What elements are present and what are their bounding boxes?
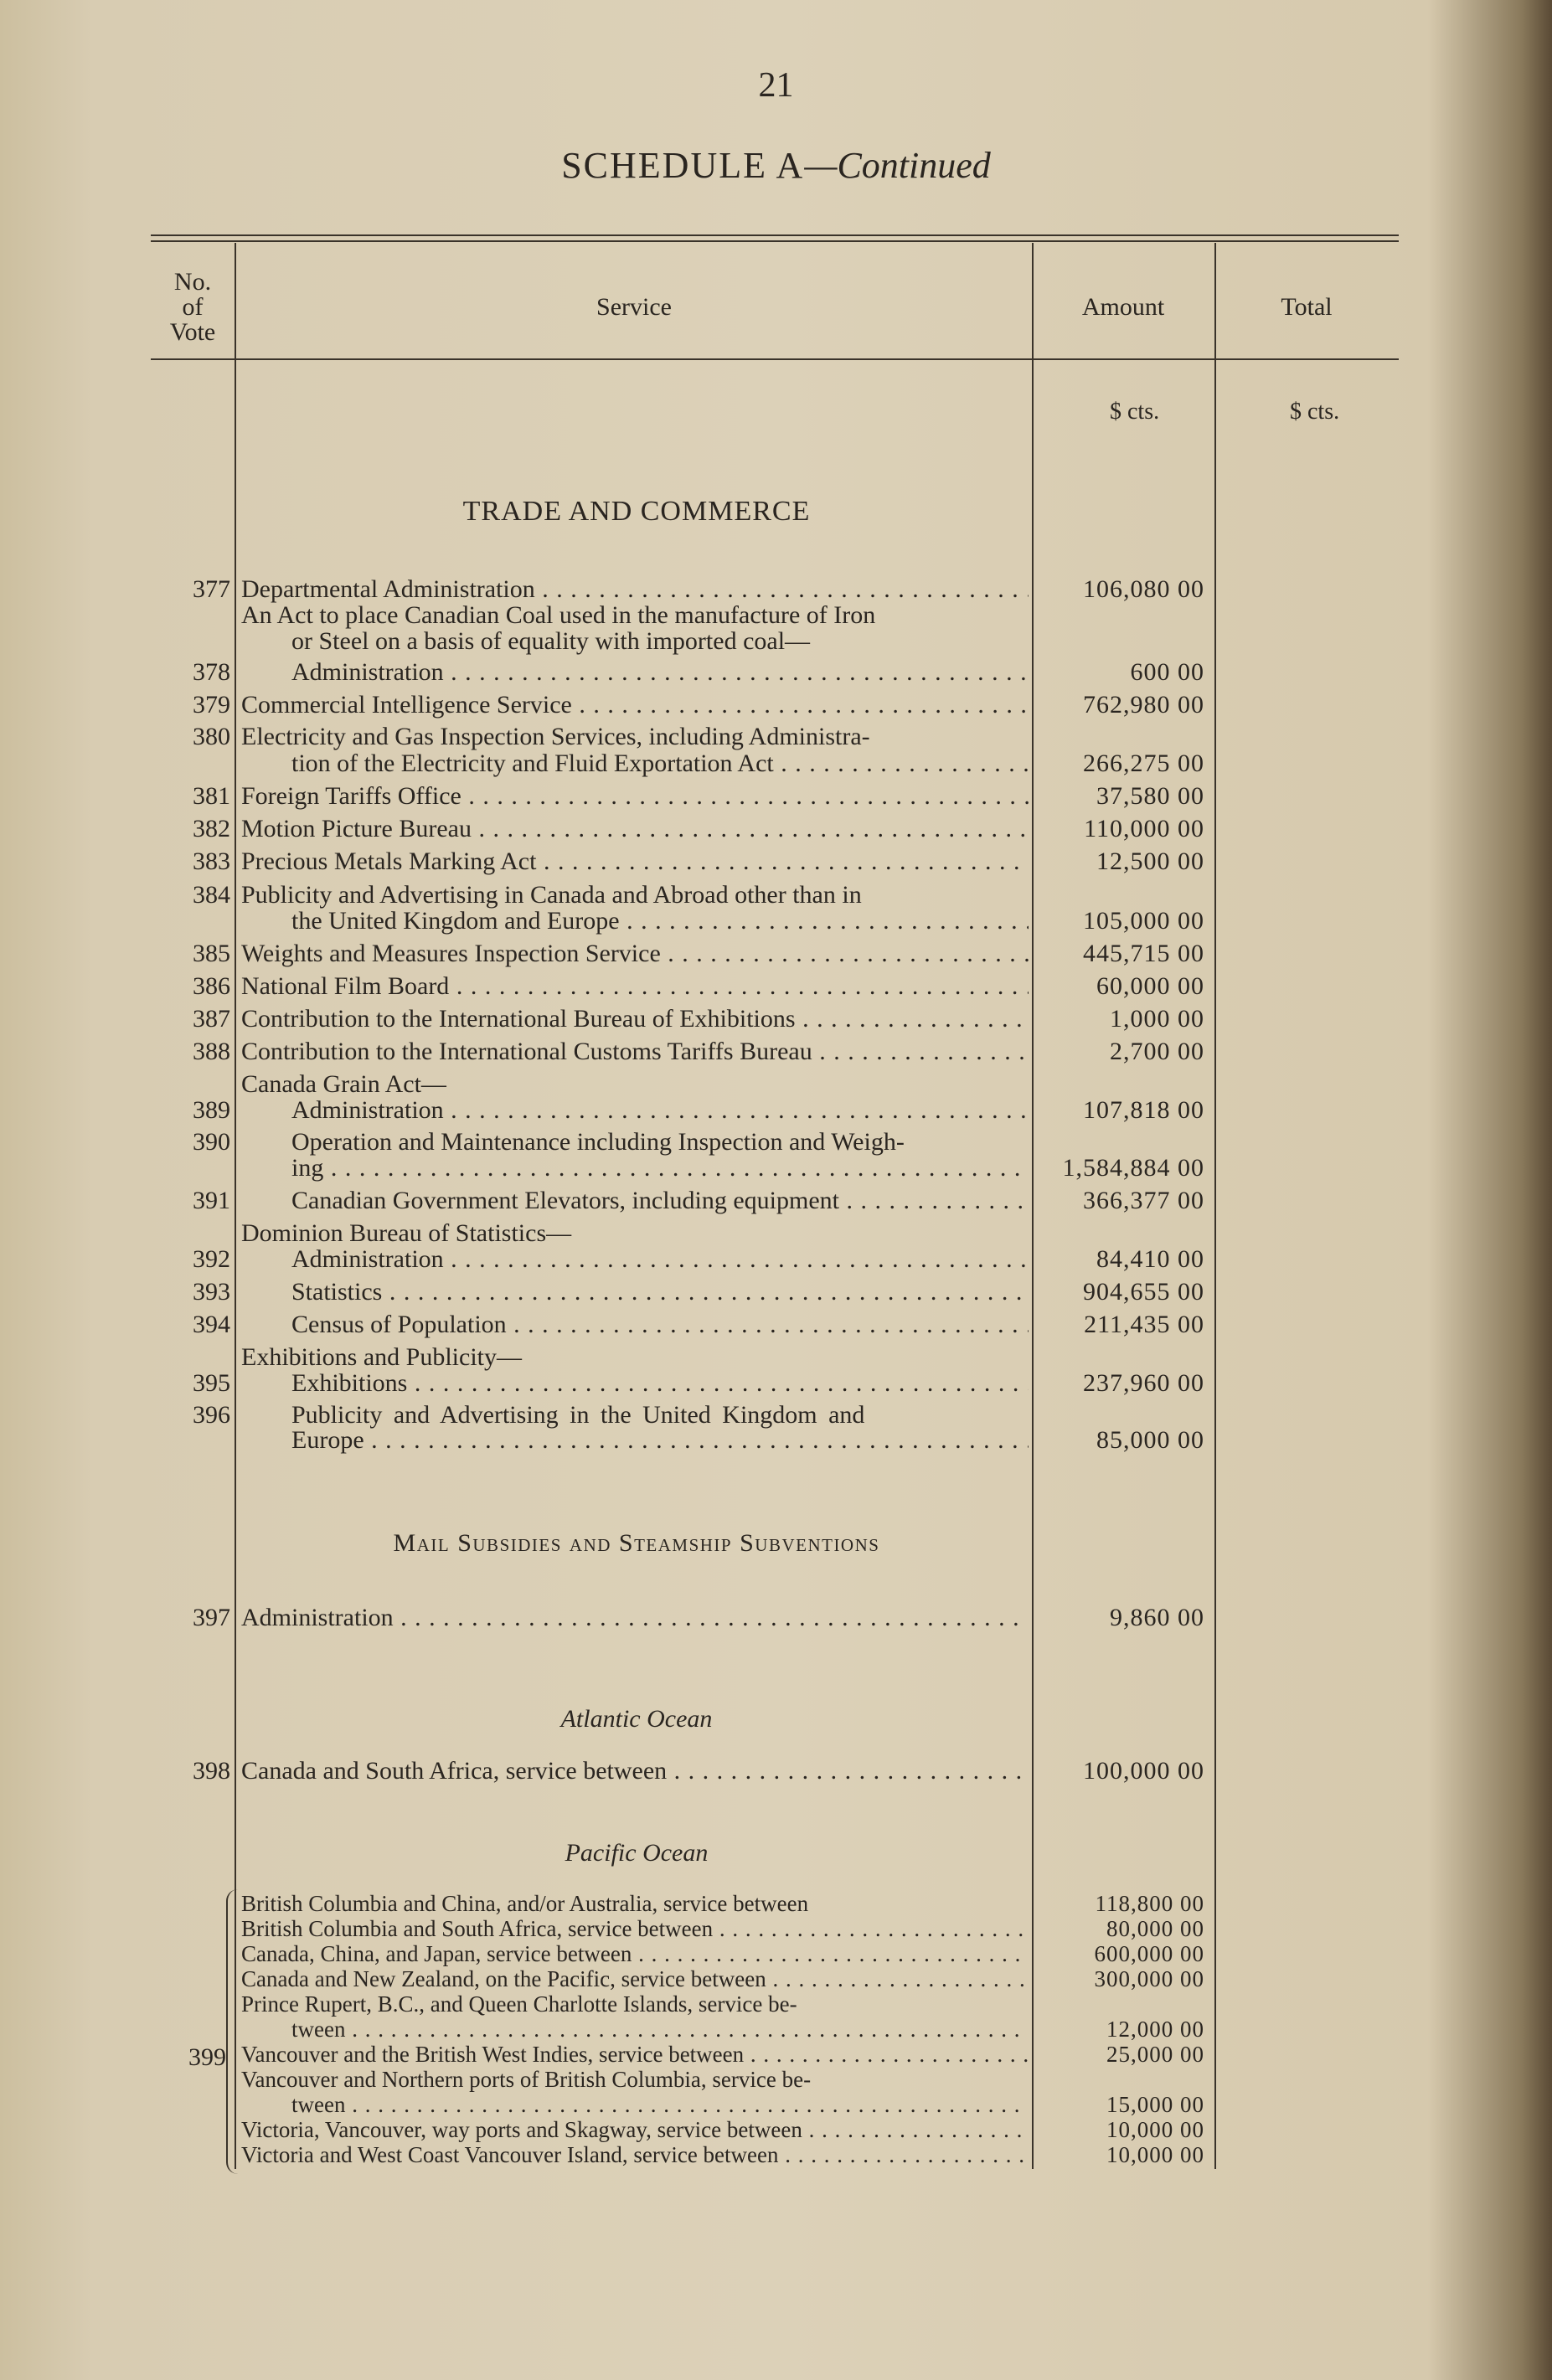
amount-value: 904,655 00: [1083, 1278, 1204, 1306]
service-name: Administration . . .: [241, 1604, 1029, 1632]
service-name: Administration . . .: [291, 1245, 1029, 1274]
section-atlantic-ocean: Atlantic Ocean: [560, 1705, 713, 1733]
title-main: SCHEDULE A: [561, 145, 805, 186]
vote-number: 378: [193, 658, 230, 686]
service-name: Canada Grain Act—: [241, 1070, 446, 1098]
amount-value: 2,700 00: [1110, 1038, 1204, 1065]
service-name: Electricity and Gas Inspection Services, including Administra-: [241, 723, 870, 750]
table-row: [0, 658, 1552, 687]
table-row: [0, 1187, 1552, 1215]
header-no: No.: [173, 268, 212, 296]
vote-number: 386: [193, 972, 230, 1000]
page-number: 21: [758, 66, 794, 105]
service-name: or Steel on a basis of equality with imported coal—: [291, 627, 811, 655]
table-row: [0, 881, 1552, 909]
table-row: [0, 1757, 1552, 1785]
vote-number: 381: [193, 782, 230, 810]
vote-number: 396: [193, 1401, 230, 1429]
table-row: [0, 1343, 1552, 1372]
amount-value: 445,715 00: [1083, 940, 1204, 967]
service-name: Census of Population . . .: [291, 1311, 1029, 1339]
vote-number: 393: [193, 1278, 230, 1306]
vote-number: 377: [193, 575, 230, 603]
service-name: Weights and Measures Inspection Service . . .: [241, 940, 1029, 968]
table-row: [0, 723, 1552, 751]
vote-number: 385: [193, 940, 230, 967]
service-name: Canada, China, and Japan, service between . . .: [241, 1940, 1029, 1968]
amount-value: 366,377 00: [1083, 1187, 1204, 1214]
table-row: [0, 1038, 1552, 1066]
service-name: Canadian Government Elevators, including equipment . . .: [291, 1187, 1029, 1215]
table-row: [0, 1604, 1552, 1632]
amount-value: 25,000 00: [1106, 2042, 1204, 2067]
amount-value: 600,000 00: [1094, 1941, 1204, 1966]
amount-value: 266,275 00: [1083, 750, 1204, 777]
table-row: [0, 2140, 1552, 2169]
vote-number: 392: [193, 1245, 230, 1273]
amount-value: 107,818 00: [1083, 1096, 1204, 1124]
table-row: [0, 1940, 1552, 1968]
top-rule: [151, 234, 1399, 236]
service-name: Foreign Tariffs Office . . .: [241, 782, 1029, 811]
table-row: [0, 972, 1552, 1001]
vote-number: 383: [193, 847, 230, 875]
service-name: Publicity and Advertising in the United Kingdom and: [291, 1401, 865, 1429]
table-row: [0, 1401, 1552, 1430]
amount-value: 211,435 00: [1084, 1311, 1204, 1338]
service-name: Departmental Administration . . .: [241, 575, 1029, 604]
amount-value: 84,410 00: [1096, 1245, 1204, 1273]
amount-value: 1,584,884 00: [1062, 1154, 1204, 1182]
table-row: [0, 2065, 1552, 2094]
amount-value: 85,000 00: [1096, 1426, 1204, 1454]
vote-number: 398: [193, 1757, 230, 1785]
service-name: Statistics . . .: [291, 1278, 1029, 1306]
service-name: National Film Board . . .: [241, 972, 1029, 1001]
amount-value: 105,000 00: [1083, 907, 1204, 935]
service-name: Victoria, Vancouver, way ports and Skagway, service between . . .: [241, 2115, 1029, 2144]
amount-value: 80,000 00: [1106, 1916, 1204, 1941]
header-total: Total: [1281, 293, 1333, 321]
service-name: Vancouver and the British West Indies, service between . . .: [241, 2040, 1029, 2068]
service-name: British Columbia and China, and/or Australia, service between: [241, 1891, 809, 1916]
service-name: tween . . .: [291, 2015, 1029, 2043]
vote-number: 389: [193, 1096, 230, 1124]
table-row: [0, 1278, 1552, 1306]
service-name: Contribution to the International Bureau of Exhibitions . . .: [241, 1005, 1029, 1033]
table-row: [0, 750, 1552, 778]
table-row: [0, 847, 1552, 876]
service-name: the United Kingdom and Europe . . .: [291, 907, 1029, 935]
table-row: [0, 601, 1552, 630]
vote-number: 380: [193, 723, 230, 750]
table-row: [0, 1914, 1552, 1943]
service-name: Exhibitions . . .: [291, 1369, 1029, 1398]
table-row: [0, 1426, 1552, 1455]
amount-value: 118,800 00: [1095, 1891, 1204, 1916]
header-amount: Amount: [1081, 293, 1165, 321]
amount-value: 10,000 00: [1106, 2142, 1204, 2167]
table-row: [0, 1990, 1552, 2018]
service-name: British Columbia and South Africa, service between . . .: [241, 1914, 1029, 1943]
table-row: [0, 1219, 1552, 1248]
amount-value: 237,960 00: [1083, 1369, 1204, 1397]
table-row: [0, 782, 1552, 811]
amount-value: 300,000 00: [1094, 1966, 1204, 1991]
header-service: Service: [596, 293, 672, 321]
section-trade-and-commerce: TRADE AND COMMERCE: [462, 496, 811, 527]
table-row: [0, 940, 1552, 968]
header-rule: [151, 358, 1399, 360]
amount-units: $ cts.: [1110, 399, 1160, 425]
table-row: [0, 907, 1552, 935]
amount-value: 106,080 00: [1083, 575, 1204, 603]
service-name: Canada and South Africa, service between . . .: [241, 1757, 1029, 1785]
table-row: [0, 1889, 1552, 1918]
table-row: [0, 2040, 1552, 2068]
service-name: Contribution to the International Customs Tariffs Bureau . . .: [241, 1038, 1029, 1066]
vote-number: 379: [193, 691, 230, 719]
service-name: Europe . . .: [291, 1426, 1029, 1455]
table-row: [0, 1245, 1552, 1274]
schedule-title: [0, 144, 1552, 187]
table-row: [0, 1128, 1552, 1157]
amount-value: 110,000 00: [1084, 815, 1204, 842]
service-name: Operation and Maintenance including Inspection and Weigh-: [291, 1128, 905, 1156]
table-row: [0, 2090, 1552, 2119]
amount-value: 1,000 00: [1110, 1005, 1204, 1033]
table-row: [0, 627, 1552, 656]
amount-value: 762,980 00: [1083, 691, 1204, 719]
service-name: Canada and New Zealand, on the Pacific, service between . . .: [241, 1965, 1029, 1993]
vote-number-399: 399: [188, 2043, 226, 2071]
amount-value: 100,000 00: [1083, 1757, 1204, 1785]
vote-number: 395: [193, 1369, 230, 1397]
vote-number: 388: [193, 1038, 230, 1065]
amount-value: 60,000 00: [1096, 972, 1204, 1000]
vote-number: 384: [193, 881, 230, 909]
table-row: [0, 1369, 1552, 1398]
service-name: tween . . .: [291, 2090, 1029, 2119]
table-row: [0, 1070, 1552, 1099]
title-suffix: —Continued: [804, 145, 991, 186]
amount-value: 12,000 00: [1106, 2017, 1204, 2042]
vote-number: 391: [193, 1187, 230, 1214]
table-row: [0, 1965, 1552, 1993]
header-no-of-vote: [151, 270, 235, 345]
amount-value: 600 00: [1130, 658, 1204, 686]
service-name: Administration . . .: [291, 658, 1029, 687]
vote-number: 394: [193, 1311, 230, 1338]
table-row: [0, 1005, 1552, 1033]
service-name: Prince Rupert, B.C., and Queen Charlotte Islands, service be-: [241, 1991, 797, 2017]
table-row: [0, 691, 1552, 719]
vote-number: 387: [193, 1005, 230, 1033]
service-name: An Act to place Canadian Coal used in the manufacture of Iron: [241, 601, 876, 629]
service-name: tion of the Electricity and Fluid Exportation Act . . .: [291, 750, 1029, 778]
service-name: Precious Metals Marking Act . . .: [241, 847, 1029, 876]
vote-number: 390: [193, 1128, 230, 1156]
section-pacific-ocean: Pacific Ocean: [565, 1839, 709, 1867]
amount-value: 15,000 00: [1106, 2092, 1204, 2117]
amount-value: 37,580 00: [1096, 782, 1204, 810]
service-name: Publicity and Advertising in Canada and Abroad other than in: [241, 881, 862, 909]
service-name: Victoria and West Coast Vancouver Island, service between . . .: [241, 2140, 1029, 2169]
header-vote: Vote: [169, 318, 216, 346]
table-row: [0, 815, 1552, 843]
service-name: Commercial Intelligence Service . . .: [241, 691, 1029, 719]
top-rule-2: [151, 240, 1399, 242]
section-mail-subsidies: Mail Subsidies and Steamship Subventions: [393, 1529, 880, 1557]
service-name: Vancouver and Northern ports of British Columbia, service be-: [241, 2067, 812, 2092]
vote-number: 382: [193, 815, 230, 842]
vote-number: 397: [193, 1604, 230, 1631]
service-name: Dominion Bureau of Statistics—: [241, 1219, 572, 1247]
total-units: $ cts.: [1290, 399, 1340, 425]
table-row: [0, 1096, 1552, 1125]
table-row: [0, 1154, 1552, 1182]
service-name: Motion Picture Bureau . . .: [241, 815, 1029, 843]
amount-value: 12,500 00: [1096, 847, 1204, 875]
table-row: [0, 2015, 1552, 2043]
amount-value: 9,860 00: [1110, 1604, 1204, 1631]
header-of: of: [182, 293, 204, 321]
table-row: [0, 1311, 1552, 1339]
service-name: ing . . .: [291, 1154, 1029, 1182]
amount-value: 10,000 00: [1106, 2117, 1204, 2142]
table-row: [0, 2115, 1552, 2144]
service-name: Administration . . .: [291, 1096, 1029, 1125]
table-row: [0, 575, 1552, 604]
service-name: Exhibitions and Publicity—: [241, 1343, 522, 1371]
